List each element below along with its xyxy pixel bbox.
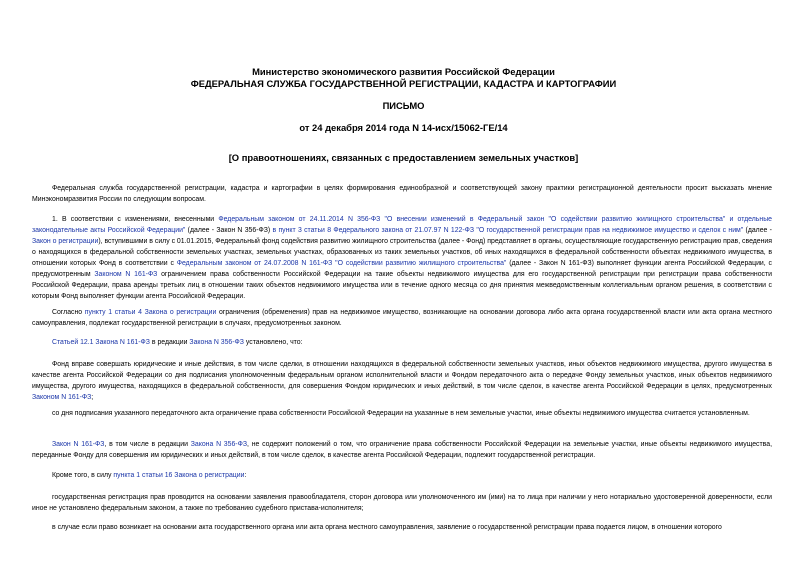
text: (далее - Закон N 161-ФЗ) выполняет функции агента Российской Федерации, с предусмотренным	[32, 260, 772, 278]
text: Федеральная служба государственной регистрации, кадастра и картографии в целях формирования единообразной и соответствующей закону практики регистрационной деятельности просит высказать мнение Минэкономразвития России по следующим вопросам.	[32, 185, 772, 203]
paragraph-4	[32, 359, 772, 403]
document-date-number: от 24 декабря 2014 года N 14-исх/15062-ГЕ/14	[299, 122, 508, 133]
service-name: ФЕДЕРАЛЬНАЯ СЛУЖБА ГОСУДАРСТВЕННОЙ РЕГИСТРАЦИИ, КАДАСТРА И КАРТОГРАФИИ	[190, 78, 617, 89]
text: (далее -	[743, 227, 772, 234]
text: в случае если право возникает на основании акта государственного органа или акта органа местного самоуправления, заявление о государственной регистрации права подается лицом, в отношении которого	[52, 524, 722, 531]
paragraph-1	[32, 214, 772, 302]
text: со дня подписания указанного передаточного акта ограничение права собственности Российской Федерации на указанные в нем земельные участки, иные объекты недвижимого имущества считается установленным.	[52, 410, 750, 417]
paragraph-2	[32, 307, 772, 329]
document-subject: [О правоотношениях, связанных с предоставлением земельных участков]	[228, 152, 579, 163]
link-art4-registration-law[interactable]: пункту 1 статьи 4 Закона о регистрации	[84, 309, 217, 316]
paragraph-3	[32, 337, 772, 348]
text: , не содержит положений о том, что ограничение права собственности Российской Федерации на земельные участки, иные объекты недвижимого имущества, переданные Фонду для совершения им юридических и иных действий, в том числе сделок, в качестве агента Российской Федерации, подлежит государственной регистрации.	[32, 441, 772, 459]
paragraph-9	[32, 522, 772, 533]
document-type: ПИСЬМО	[382, 100, 425, 111]
paragraph-6	[32, 439, 772, 461]
link-law-161fz[interactable]: Федеральным законом от 24.07.2008 N 161-ФЗ "О содействии развитию жилищного строительства"	[176, 260, 507, 267]
text: :	[244, 472, 247, 479]
link-law-161fz-p5[interactable]: Законом N 161-ФЗ	[32, 394, 92, 401]
text: ограничением права собственности Российской Федерации на такие объекты недвижимого имущества для его государственной регистрации при регистрации права собственности Российской Федерации, права аренды третьих лиц в отношении таких объектов недвижимого имущества или в течение одного месяца со дня принятия межведомственным коллегиальным органом решения, в соответствии с которым Фонд выполняет функции агента Российской Федерации.	[32, 271, 772, 300]
text: Кроме того, в силу	[52, 472, 114, 479]
paragraph-7	[32, 470, 772, 481]
link-law-356fz[interactable]: Федеральным законом от 24.11.2014 N 356-ФЗ "О внесении изменений в Федеральный закон "О содействии развитию жилищного строительства" и отдельные законодательные акты Российской Федерации"	[32, 216, 772, 234]
text: (далее - Закон N 356-ФЗ)	[185, 227, 273, 234]
link-registration-law[interactable]: Закон о регистрации	[32, 238, 99, 245]
text: Согласно	[52, 309, 85, 316]
paragraph-5	[32, 408, 772, 419]
text: установлено, что:	[243, 339, 303, 346]
link-law-356fz-short[interactable]: Закона N 356-ФЗ	[189, 339, 244, 346]
text: ), вступившими в силу с 01.01.2015, Федеральный фонд содействия развитию жилищного строительства (далее - Фонд) представляет в органы, осуществляющие государственную регистрацию прав, сведения о находящихся в федеральной собственности земельных участках, земельных участках, образованных из таких земельных участков, об иных находящихся в федеральной собственности объектах недвижимого имущества, в отношении которых Фонд в соответствии с	[32, 238, 772, 267]
paragraph-intro	[32, 183, 772, 205]
text: , в том числе в редакции	[104, 441, 191, 448]
link-law-356fz-p7[interactable]: Закона N 356-ФЗ	[190, 441, 248, 448]
text: Фонд вправе совершать юридические и иные действия, в том числе сделки, в отношении находящихся в федеральной собственности земельных участков, иных объектов недвижимого имущества, другого имущества в качестве агента Российской Федерации со дня подписания уполномоченным федеральным органом исполнительной власти и Фондом передаточного акта о передаче Фонду земельных участков, иных объектов недвижимого имущества, другого имущества, находящихся в федеральной собственности, для совершения Фондом юридических и иных действий, в том числе сделок, в качестве агента Российской Федерации в целях, предусмотренных	[32, 361, 772, 390]
text: 1. В соответствии с изменениями, внесенными	[52, 216, 219, 223]
link-art12-1-law-161fz[interactable]: Статьей 12.1 Закона N 161-ФЗ	[52, 339, 150, 346]
text: ;	[91, 394, 94, 401]
paragraph-8	[32, 492, 772, 514]
text: в редакции	[149, 339, 190, 346]
link-law-122fz-art8[interactable]: в пункт 3 статьи 8 Федерального закона от 21.07.97 N 122-ФЗ "О государственной регистрации прав на недвижимое имущество и сделок с ним"	[272, 227, 744, 234]
text: ограничения (обременения) прав на недвижимое имущество, возникающие на основании договора либо акта органа государственной власти или акта органа местного самоуправления, подлежат государственной регистрации в случаях, предусмотренных законом.	[32, 309, 773, 327]
link-law-161fz-short[interactable]: Законом N 161-ФЗ	[94, 271, 158, 278]
ministry-name: Министерство экономического развития Российской Федерации	[252, 66, 555, 77]
text: государственная регистрация прав проводится на основании заявления правообладателя, сторон договора или уполномоченного им (ими) на то лица при наличии у него нотариально удостоверенной доверенности, если иное не установлено федеральным законом, а также по требованию судебного пристава-исполнителя;	[32, 494, 772, 512]
link-law-161fz-p7[interactable]: Закон N 161-ФЗ	[52, 441, 105, 448]
link-art16-registration-law[interactable]: пункта 1 статьи 16 Закона о регистрации	[113, 472, 245, 479]
